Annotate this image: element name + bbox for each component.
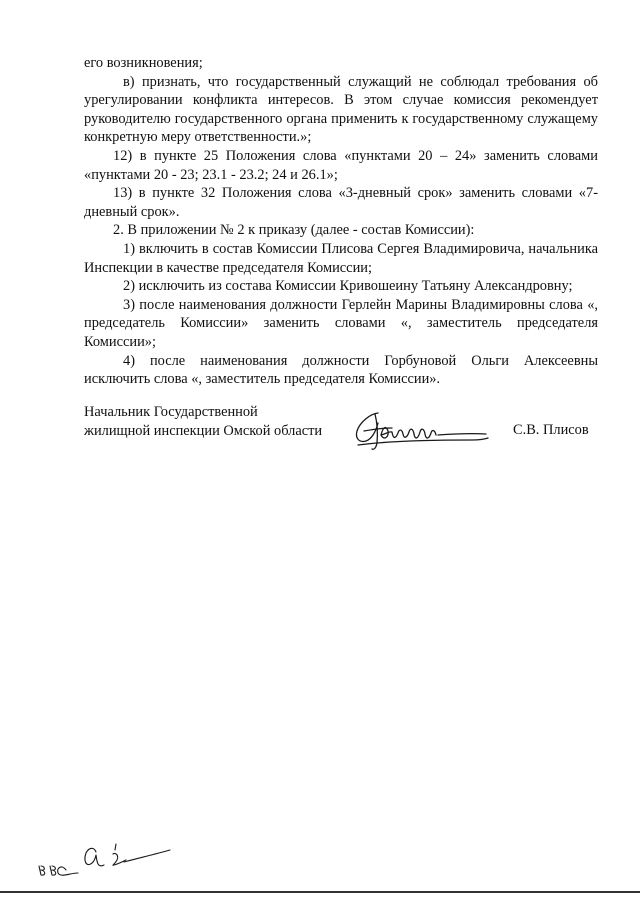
signature-block [84,403,604,453]
paragraph-section-2-item-3: 3) после наименования должности Герлейн Марины Владимировны слова «, председатель Комиссии» заменить словами «, заместитель председателя Комиссии»; [84,296,598,350]
paragraph-section-2: 2. В приложении № 2 к приказу (далее - состав Комиссии): [113,222,475,239]
signatory-position-line-2: жилищной инспекции Омской области [84,422,323,439]
paragraph-section-2-item-1: 1) включить в состав Комиссии Плисова Сергея Владимировича, начальника Инспекции в качестве председателя Комиссии; [84,240,598,276]
signatory-position [84,403,354,440]
paragraph-section-2-item-2: 2) исключить из состава Комиссии Кривошеину Татьяну Александровну; [123,278,573,295]
paragraph-item-12: 12) в пункте 25 Положения слова «пунктами 20 – 24» заменить словами «пунктами 20 - 23; 23.1 - 23.2; 24 и 26.1»; [84,147,598,183]
paragraph-section-2-item-4: 4) после наименования должности Горбуновой Ольги Алексеевны исключить слова «, заместитель председателя Комиссии». [84,352,598,388]
paragraph-continuation: его возникновения; [84,55,203,71]
page-bottom-rule [0,891,640,893]
signatory-position-line-1: Начальник Государственной [84,404,258,420]
handwritten-signature [348,405,498,455]
handwritten-initials-mark [36,840,176,890]
paragraph-item-13: 13) в пункте 32 Положения слова «3-дневный срок» заменить словами «7-дневный срок». [84,185,598,220]
paragraph-subitem-v: в) признать, что государственный служащий не соблюдал требования об урегулировании конфликта интересов. В этом случае комиссия рекомендует руководителю государственного органа применить к государственному служащему конкретную меру ответственности.»; [84,73,598,146]
document-body [84,54,598,389]
signatory-name: С.В. Плисов [513,422,589,438]
